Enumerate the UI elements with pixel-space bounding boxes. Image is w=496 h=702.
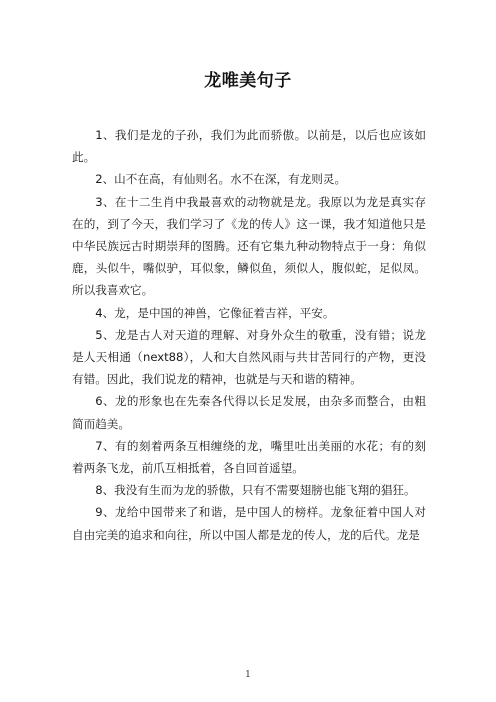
paragraph-7: 7、有的刻着两条互相缠绕的龙，嘴里吐出美丽的水花；有的刻着两条飞龙，前爪互相抵着，各自回首遥望。 (72, 438, 426, 476)
paragraph-8: 8、我没有生而为龙的骄傲，只有不需要翅膀也能飞翔的猖狂。 (95, 483, 416, 498)
document-body (72, 124, 426, 546)
paragraph-9: 9、龙给中国带来了和谐，是中国人的榜样。龙象征着中国人对自由完美的追求和向往，所以中国人都是龙的传人，龙的后代。龙是 (72, 505, 426, 542)
page-number: 1 (245, 670, 251, 680)
paragraph-3: 3、在十二生肖中我最喜欢的动物就是龙。我原以为龙是真实存在的，到了今天，我们学习了《龙的传人》这一课，我才知道他只是中华民族远古时期崇拜的图腾。还有它集九种动物特点于一身：角似鹿，头似牛，嘴似驴，耳似象，鳞似鱼，须似人，腹似蛇，足似凤。所以我喜欢它。 (72, 194, 426, 298)
paragraph-2: 2、山不在高，有仙则名。水不在深，有龙则灵。 (95, 172, 347, 187)
paragraph-5: 5、龙是古人对天道的理解、对身外众生的敬重，没有错；说龙是人天相通（next88），人和大自然风雨与共甘苦同行的产物，更没有错。因此，我们说龙的精神，也就是与天和谐的精神。 (72, 327, 426, 387)
page-title: 龙唯美句子 (204, 71, 292, 91)
paragraph-1: 1、我们是龙的子孙，我们为此而骄傲。以前是，以后也应该如此。 (72, 128, 426, 165)
paragraph-6: 6、龙的形象也在先秦各代得以长足发展，由杂多而整合，由粗简而趋美。 (72, 394, 426, 431)
paragraph-4: 4、龙，是中国的神兽，它像征着吉祥，平安。 (95, 305, 335, 320)
